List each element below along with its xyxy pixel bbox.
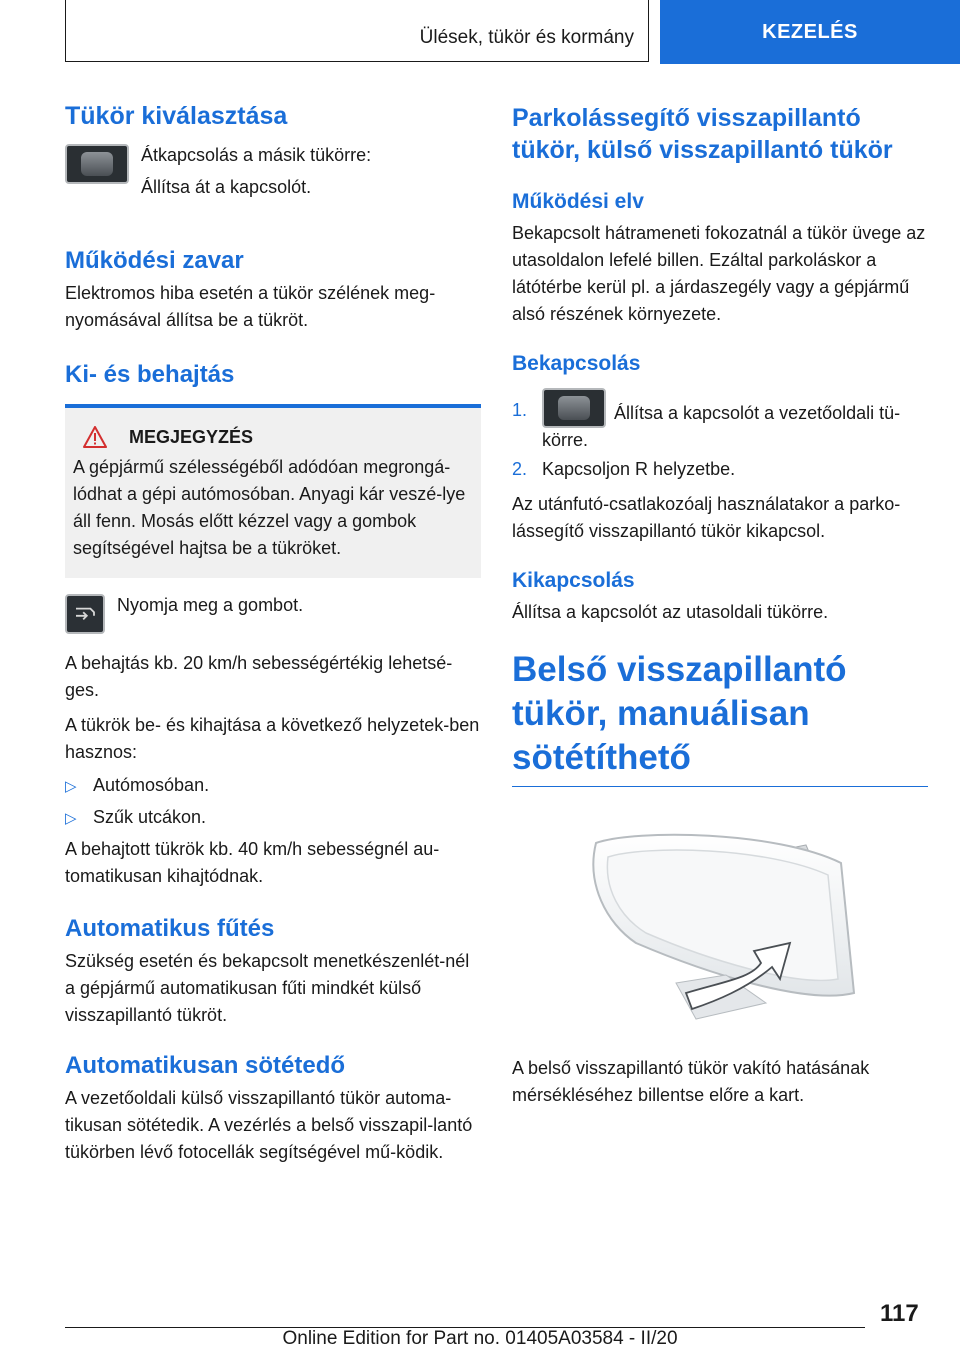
section-title: Ülések, tükör és kormány xyxy=(419,27,634,48)
mirror-select-line2: Állítsa át a kapcsolót. xyxy=(141,177,312,197)
subheading-principle: Működési elv xyxy=(512,190,644,213)
header-section-box xyxy=(65,0,649,62)
section-heading-mirror-select: Tükör kiválasztása xyxy=(65,102,288,130)
fold-text-1: A behajtás kb. 20 km/h sebességértékig lehetsé‐ges. xyxy=(65,653,453,700)
auto-dimming-text: A vezetőoldali külső visszapillantó tükör automa‐tikusan sötétedik. A vezérlés a belső visszapil‐lantó tükörben lévő fotocellák segítségével mű‐ködik. xyxy=(65,1088,473,1162)
principle-text: Bekapcsolt hátrameneti fokozatnál a tükör üvege az utasoldalon lefelé billen. Ezáltal parkoláskor a látótérbe kerül pl. a járdaszegély vagy a gépjármű alsó részének környezete. xyxy=(512,223,926,324)
section-heading-malfunction: Működési zavar xyxy=(65,247,244,274)
step-1 xyxy=(512,388,928,450)
trailer-note: Az utánfutó-csatlakozóalj használatakor a parko‐lássegítő visszapillantó tükör kikapcsol. xyxy=(512,494,901,541)
step-text: Állítsa a kapcsolót a vezetőoldali tü‐körre. xyxy=(542,403,901,450)
mirror-select-block xyxy=(65,144,481,222)
switch-off-text: Állítsa a kapcsolót az utasoldali tükörre. xyxy=(512,602,829,622)
heating-text: Szükség esetén és bekapcsolt menetkészenlét‐nél a gépjármű automatikusan fűti mindkét külső visszapillantó tükröt. xyxy=(65,951,470,1025)
subheading-switch-on: Bekapcsolás xyxy=(512,352,641,375)
section-heading-parking-mirror: Parkolássegítő visszapillantó tükör, külső visszapillantó tükör xyxy=(512,104,893,164)
fold-text-2: A tükrök be- és kihajtása a következő helyzetek‐ben hasznos: xyxy=(65,715,480,762)
page-number: 117 xyxy=(880,1300,919,1327)
section-heading-heating: Automatikus fűtés xyxy=(65,915,275,942)
bullet-list xyxy=(65,772,481,832)
warning-triangle-icon xyxy=(83,426,107,448)
bullet-triangle-icon: ▷ xyxy=(65,810,77,827)
section-heading-interior-mirror: Belső visszapillantó tükör, manuálisan sötétíthető xyxy=(512,648,928,787)
warning-text: A gépjármű szélességéből adódóan megrongá‐lódhat a gépi autómosóban. Anyagi kár veszé‐lye áll fenn. Mosás előtt kézzel vagy a gombok segítségével hajtsa be a tükröket. xyxy=(73,457,466,558)
fold-text-3: A behajtott tükrök kb. 40 km/h sebességnél au‐tomatikusan kihajtódnak. xyxy=(65,839,440,886)
bullet-triangle-icon: ▷ xyxy=(65,778,77,795)
subheading-switch-off: Kikapcsolás xyxy=(512,569,635,592)
footer-edition: Online Edition for Part no. 01405A03584 - II/20 xyxy=(282,1328,678,1349)
interior-mirror-caption: A belső visszapillantó tükör vakító hatásának mérsékléséhez billentse előre a kart. xyxy=(512,1058,870,1105)
fold-mirror-button-icon xyxy=(65,594,105,634)
right-column xyxy=(512,102,928,1109)
mirror-select-line1: Átkapcsolás a másik tükörre: xyxy=(141,145,372,165)
fold-button-block xyxy=(65,594,481,644)
warning-header xyxy=(83,426,473,448)
malfunction-text: Elektromos hiba esetén a tükör szélének meg‐nyomásával állítsa be a tükröt. xyxy=(65,283,436,330)
section-heading-folding: Ki- és behajtás xyxy=(65,360,481,408)
section-heading-auto-dimming: Automatikusan sötétedő xyxy=(65,1052,346,1079)
mirror-switch-icon xyxy=(65,144,129,184)
press-button-text: Nyomja meg a gombot. xyxy=(117,595,304,615)
list-item: ▷ Szűk utcákon. xyxy=(65,804,481,832)
step-number: 1. xyxy=(512,400,528,420)
chapter-tab[interactable]: KEZELÉS xyxy=(660,0,960,64)
warning-box xyxy=(65,408,481,578)
warning-title: MEGJEGYZÉS xyxy=(129,426,254,447)
interior-mirror-illustration xyxy=(576,823,856,1023)
list-item: ▷ Autómosóban. xyxy=(65,772,481,800)
step-2: 2. Kapcsoljon R helyzetbe. xyxy=(512,459,736,479)
left-column xyxy=(65,100,481,1166)
